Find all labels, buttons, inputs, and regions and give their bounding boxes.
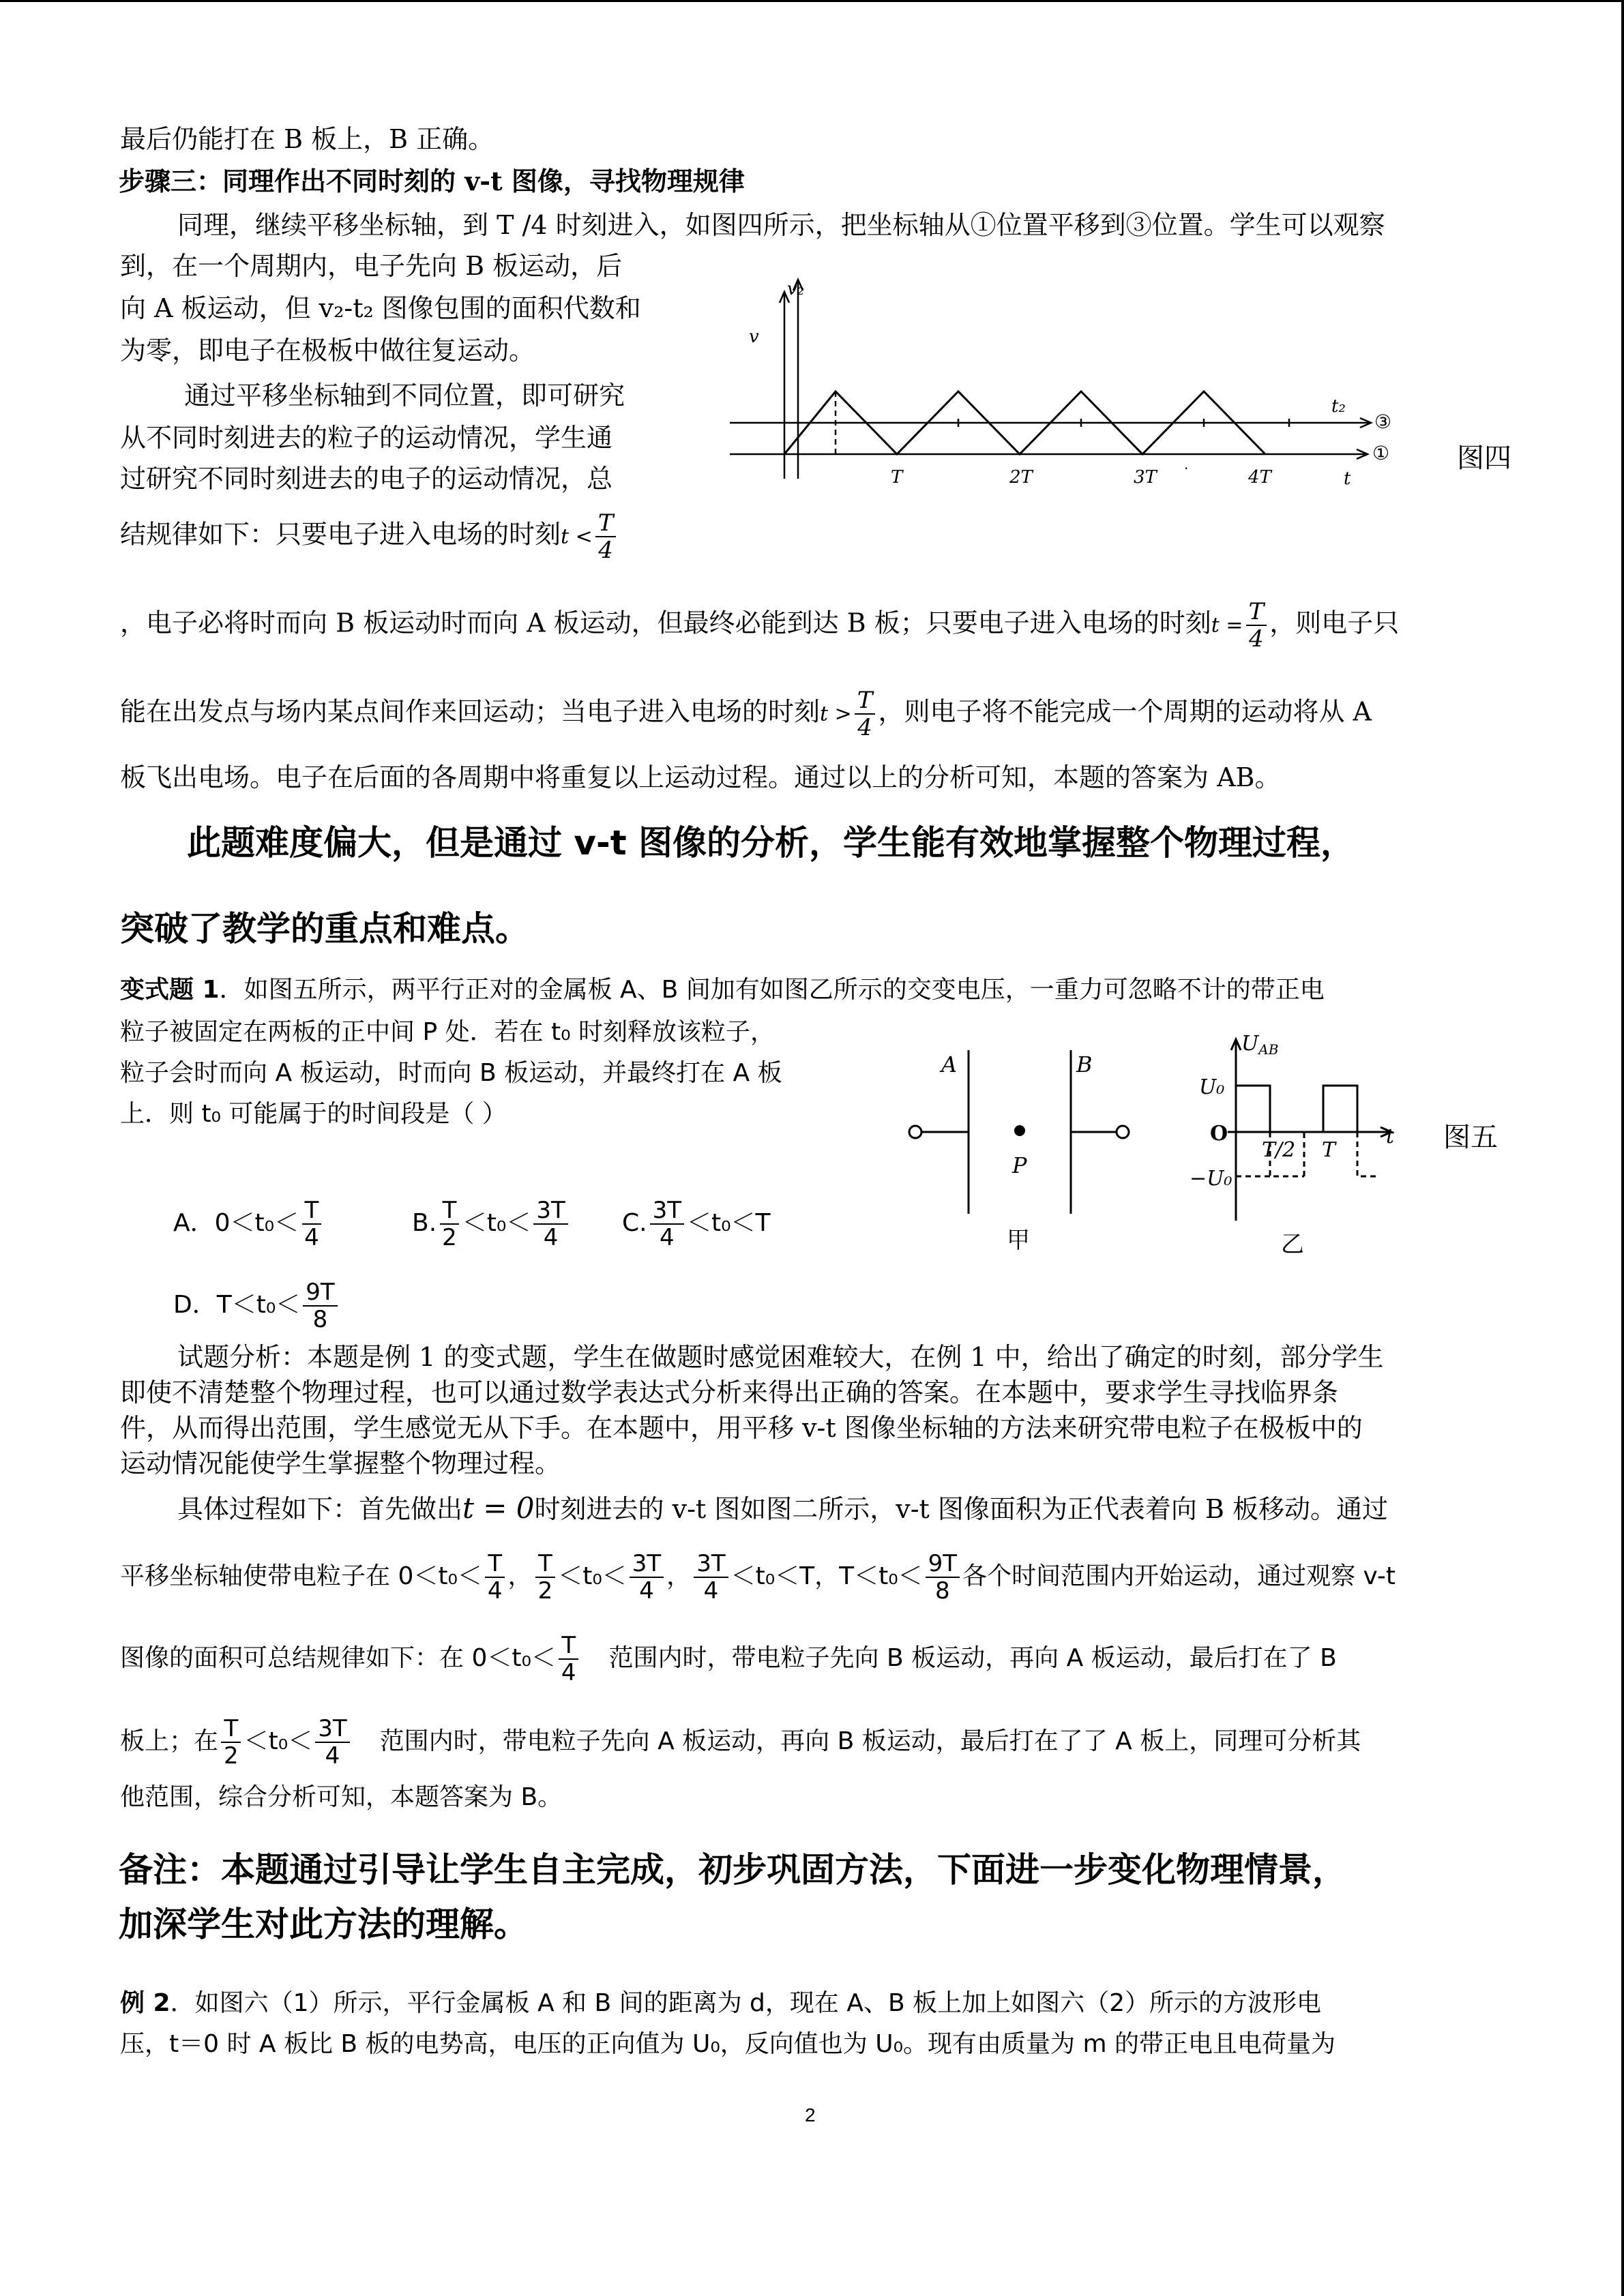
text-line — [120, 687, 1372, 741]
text-run: ．如图五所示，两平行正对的金属板 A、B 间加有如图乙所示的交变电压，一重力可忽略不计的带正电 — [219, 976, 1325, 1004]
fraction — [694, 1551, 728, 1604]
figure-5-label: 图五 — [1443, 1122, 1498, 1152]
text-run: ＜t₀＜T，T＜t₀＜ — [730, 1562, 923, 1590]
frac-den: 4 — [639, 1577, 654, 1605]
figure-4-graph — [716, 267, 1398, 499]
label-P: P — [1012, 1152, 1027, 1178]
text-line: 他范围，综合分析可知，本题答案为 B。 — [120, 1783, 563, 1811]
fraction — [301, 1197, 322, 1251]
frac-num: 3T — [630, 1551, 664, 1578]
tick-label: 4T — [1248, 467, 1271, 488]
label-A: A — [941, 1052, 958, 1077]
emphasis-heading: 突破了教学的重点和难点。 — [120, 909, 529, 949]
text-run: 具体过程如下：首先做出 — [177, 1494, 463, 1524]
frac-den: 8 — [935, 1577, 950, 1605]
fraction — [303, 1279, 337, 1332]
math-inequality: t < — [561, 524, 593, 549]
option-D — [173, 1279, 340, 1332]
option-B-mid: ＜t₀＜ — [462, 1209, 531, 1237]
u0-label: U₀ — [1199, 1075, 1225, 1099]
text-line — [120, 1982, 1321, 2025]
text-run: ， — [507, 1562, 533, 1590]
label-B: B — [1076, 1052, 1093, 1077]
particle-P — [1014, 1125, 1025, 1136]
text-run: ＜t₀＜ — [243, 1727, 313, 1755]
page-top-border — [0, 0, 1624, 2]
option-C-prefix: C. — [622, 1209, 647, 1237]
u-axis-label-sub: AB — [1258, 1041, 1279, 1058]
frac-num: 9T — [926, 1551, 960, 1578]
text-line — [120, 510, 619, 563]
math-expression: t = 0 — [462, 1491, 535, 1525]
text-line: 最后仍能打在 B 板上，B 正确。 — [120, 124, 494, 154]
text-run: ， — [666, 1562, 692, 1590]
option-C-end: ＜t₀＜T — [687, 1209, 771, 1237]
figure-5-voltage-graph — [1187, 1023, 1432, 1268]
text-run: 范围内时，带电粒子先向 B 板运动，再向 A 板运动，最后打在了 B — [608, 1644, 1337, 1672]
t2-label: t₂ — [1331, 396, 1346, 417]
text-run: ，电子必将时而向 B 板运动时而向 A 板运动，但最终必能到达 B 板；只要电子进入电场的时刻 — [120, 608, 1211, 638]
fraction — [535, 1551, 556, 1604]
text-run: ，则电子只 — [1269, 608, 1400, 638]
text-line — [120, 599, 1399, 652]
text-line — [120, 1632, 1337, 1686]
tick-label: 3T — [1134, 467, 1157, 488]
text-run: ，则电子将不能完成一个周期的运动将从 A — [878, 696, 1372, 727]
text-line: 板飞出电场。电子在后面的各周期中将重复以上运动过程。通过以上的分析可知，本题的答案为 AB。 — [120, 762, 1281, 792]
text-run: 能在出发点与场内某点间作来回运动；当电子进入电场的时刻 — [120, 696, 821, 727]
note-heading: 加深学生对此方法的理解。 — [119, 1905, 528, 1944]
square-wave-low-dashed-2 — [1357, 1132, 1378, 1176]
text-line: 件，从而得出范围，学生感觉无从下手。在本题中，用平移 v-t 图像坐标轴的方法来研究带电粒子在极板中的 — [120, 1413, 1363, 1443]
t-label: t — [1386, 1124, 1395, 1148]
text-run: 图像的面积可总结规律如下：在 0＜t₀＜ — [120, 1644, 556, 1672]
terminal-A — [909, 1126, 921, 1138]
fraction — [650, 1197, 684, 1251]
frac-num: T — [595, 510, 617, 537]
frac-den: 4 — [1249, 625, 1264, 653]
frac-num: 9T — [303, 1279, 337, 1307]
frac-num: 3T — [315, 1716, 349, 1743]
period-label: T — [1322, 1138, 1336, 1162]
frac-den: 4 — [325, 1742, 340, 1770]
text-line: 同理，继续平移坐标轴，到 T /4 时刻进入，如图四所示，把坐标轴从①位置平移到③位置。学生可以观察 — [177, 210, 1385, 240]
v2-label: v₂ — [787, 279, 805, 299]
text-line: 向 A 板运动，但 v₂-t₂ 图像包围的面积代数和 — [120, 293, 641, 323]
fraction — [315, 1716, 349, 1769]
option-A — [173, 1197, 325, 1251]
frac-den: 4 — [543, 1224, 559, 1251]
fraction — [926, 1551, 960, 1604]
text-run: 平移坐标轴使带电粒子在 0＜t₀＜ — [120, 1562, 482, 1590]
option-C — [622, 1197, 771, 1251]
frac-num: T — [221, 1716, 241, 1743]
v-label: v — [749, 327, 759, 347]
fraction — [485, 1551, 505, 1604]
frac-num: T — [302, 1197, 322, 1225]
fraction — [855, 687, 876, 741]
text-run: 板上；在 — [120, 1727, 219, 1755]
option-D-text: D．T＜t₀＜ — [173, 1291, 301, 1319]
option-B-prefix: B. — [412, 1209, 437, 1237]
tick-label: T — [891, 467, 903, 488]
frac-num: T — [535, 1551, 555, 1578]
position-3-marker: ③ — [1374, 411, 1392, 433]
frac-num: 3T — [650, 1197, 684, 1225]
text-line — [120, 968, 1325, 1012]
text-run: 时刻进去的 v-t 图如图二所示，v-t 图像面积为正代表着向 B 板移动。通过 — [534, 1494, 1388, 1524]
text-line: 过研究不同时刻进去的电子的运动情况，总 — [120, 464, 613, 494]
text-line: 到，在一个周期内，电子先向 B 板运动，后 — [120, 251, 623, 281]
half-period-label: T/2 — [1262, 1138, 1296, 1162]
fraction — [533, 1197, 567, 1251]
option-B — [412, 1197, 571, 1251]
u-axis-label — [1241, 1032, 1278, 1058]
text-line: 运动情况能使学生掌握整个物理过程。 — [120, 1448, 561, 1478]
frac-den: 4 — [857, 714, 872, 741]
text-run: ．如图六（1）所示，平行金属板 A 和 B 间的距离为 d，现在 A、B 板上加上如图六（2）所示的方波形电 — [170, 1989, 1322, 2017]
frac-den: 4 — [561, 1659, 576, 1686]
text-line: 粒子被固定在两板的正中间 P 处．若在 t₀ 时刻释放该粒子， — [120, 1018, 776, 1046]
text-line: 通过平移坐标轴到不同位置，即可研究 — [184, 381, 625, 411]
frac-den: 4 — [703, 1577, 719, 1605]
page-number: 2 — [805, 2104, 816, 2126]
u-axis-label-main: U — [1241, 1032, 1259, 1056]
text-line: 粒子会时而向 A 板运动，时而向 B 板运动，并最终打在 A 板 — [120, 1059, 782, 1087]
origin-label: O — [1210, 1122, 1228, 1146]
frac-num: T — [485, 1551, 505, 1578]
text-line: 上．则 t₀ 可能属于的时间段是（ ） — [120, 1100, 507, 1128]
option-A-text: A．0＜t₀＜ — [173, 1209, 299, 1237]
text-run: 各个时间范围内开始运动，通过观察 v-t — [962, 1562, 1396, 1590]
text-run: 范围内时，带电粒子先向 A 板运动，再向 B 板运动，最后打在了了 A 板上，同理可分析其 — [379, 1727, 1361, 1755]
frac-num: T — [1246, 599, 1267, 626]
figure-4-label: 图四 — [1457, 443, 1511, 473]
page-right-border — [1621, 0, 1624, 2296]
frac-den: 2 — [537, 1577, 553, 1605]
figure-5-plates — [900, 1037, 1146, 1268]
text-run: 结规律如下：只要电子进入电场的时刻 — [120, 519, 561, 550]
text-line: 压，t＝0 时 A 板比 B 板的电势高，电压的正向值为 U₀，反向值也为 U₀。现有由质量为 m 的带正电且电荷量为 — [120, 2030, 1335, 2058]
variant-title: 变式题 1 — [120, 976, 220, 1004]
example-2-title: 例 2 — [120, 1989, 171, 2017]
text-line: 从不同时刻进去的粒子的运动情况，学生通 — [120, 423, 613, 453]
step3-heading: 步骤三：同理作出不同时刻的 v-t 图像，寻找物理规律 — [119, 166, 745, 196]
fraction — [595, 510, 617, 563]
math-inequality: t = — [1211, 613, 1243, 638]
text-line: 为零，即电子在极板中做往复运动。 — [120, 336, 535, 366]
fraction — [221, 1716, 241, 1769]
label-jia: 甲 — [1007, 1227, 1030, 1254]
square-wave-high-2 — [1323, 1086, 1357, 1132]
frac-den: 4 — [487, 1577, 503, 1605]
text-line — [120, 1551, 1396, 1604]
frac-den: 2 — [442, 1224, 457, 1251]
frac-num: T — [855, 687, 876, 715]
note-heading: 备注：本题通过引导让学生自主完成，初步巩固方法，下面进一步变化物理情景， — [119, 1850, 1346, 1890]
frac-num: T — [440, 1197, 460, 1225]
text-line — [120, 1716, 1361, 1769]
emphasis-heading: 此题难度偏大，但是通过 v-t 图像的分析，学生能有效地掌握整个物理过程， — [187, 823, 1355, 863]
neg-u0-label: −U₀ — [1190, 1167, 1232, 1191]
svg-text:·: · — [1184, 460, 1189, 477]
frac-den: 4 — [598, 537, 613, 564]
fraction — [630, 1551, 664, 1604]
terminal-B — [1117, 1126, 1129, 1138]
frac-num: 3T — [694, 1551, 728, 1578]
frac-num: T — [559, 1632, 578, 1660]
frac-den: 4 — [304, 1224, 319, 1251]
text-line — [177, 1487, 1388, 1531]
square-wave-high — [1236, 1086, 1270, 1132]
text-line: 试题分析：本题是例 1 的变式题，学生在做题时感觉困难较大，在例 1 中，给出了确定的时刻，部分学生 — [177, 1342, 1384, 1372]
tick-label: 2T — [1009, 467, 1033, 488]
frac-den: 4 — [659, 1224, 675, 1251]
frac-num: 3T — [533, 1197, 567, 1225]
fraction — [439, 1197, 460, 1251]
frac-den: 2 — [224, 1742, 239, 1770]
frac-den: 8 — [312, 1306, 328, 1333]
text-line: 即使不清楚整个物理过程，也可以通过数学表达式分析来得出正确的答案。在本题中，要求学生寻找临界条 — [120, 1377, 1339, 1407]
math-inequality: t > — [820, 702, 852, 726]
text-run: ＜t₀＜ — [558, 1562, 627, 1590]
label-yi: 乙 — [1281, 1231, 1304, 1258]
t-label: t — [1344, 468, 1351, 489]
fraction — [559, 1632, 579, 1686]
position-1-marker: ① — [1372, 442, 1390, 464]
fraction — [1246, 599, 1267, 652]
